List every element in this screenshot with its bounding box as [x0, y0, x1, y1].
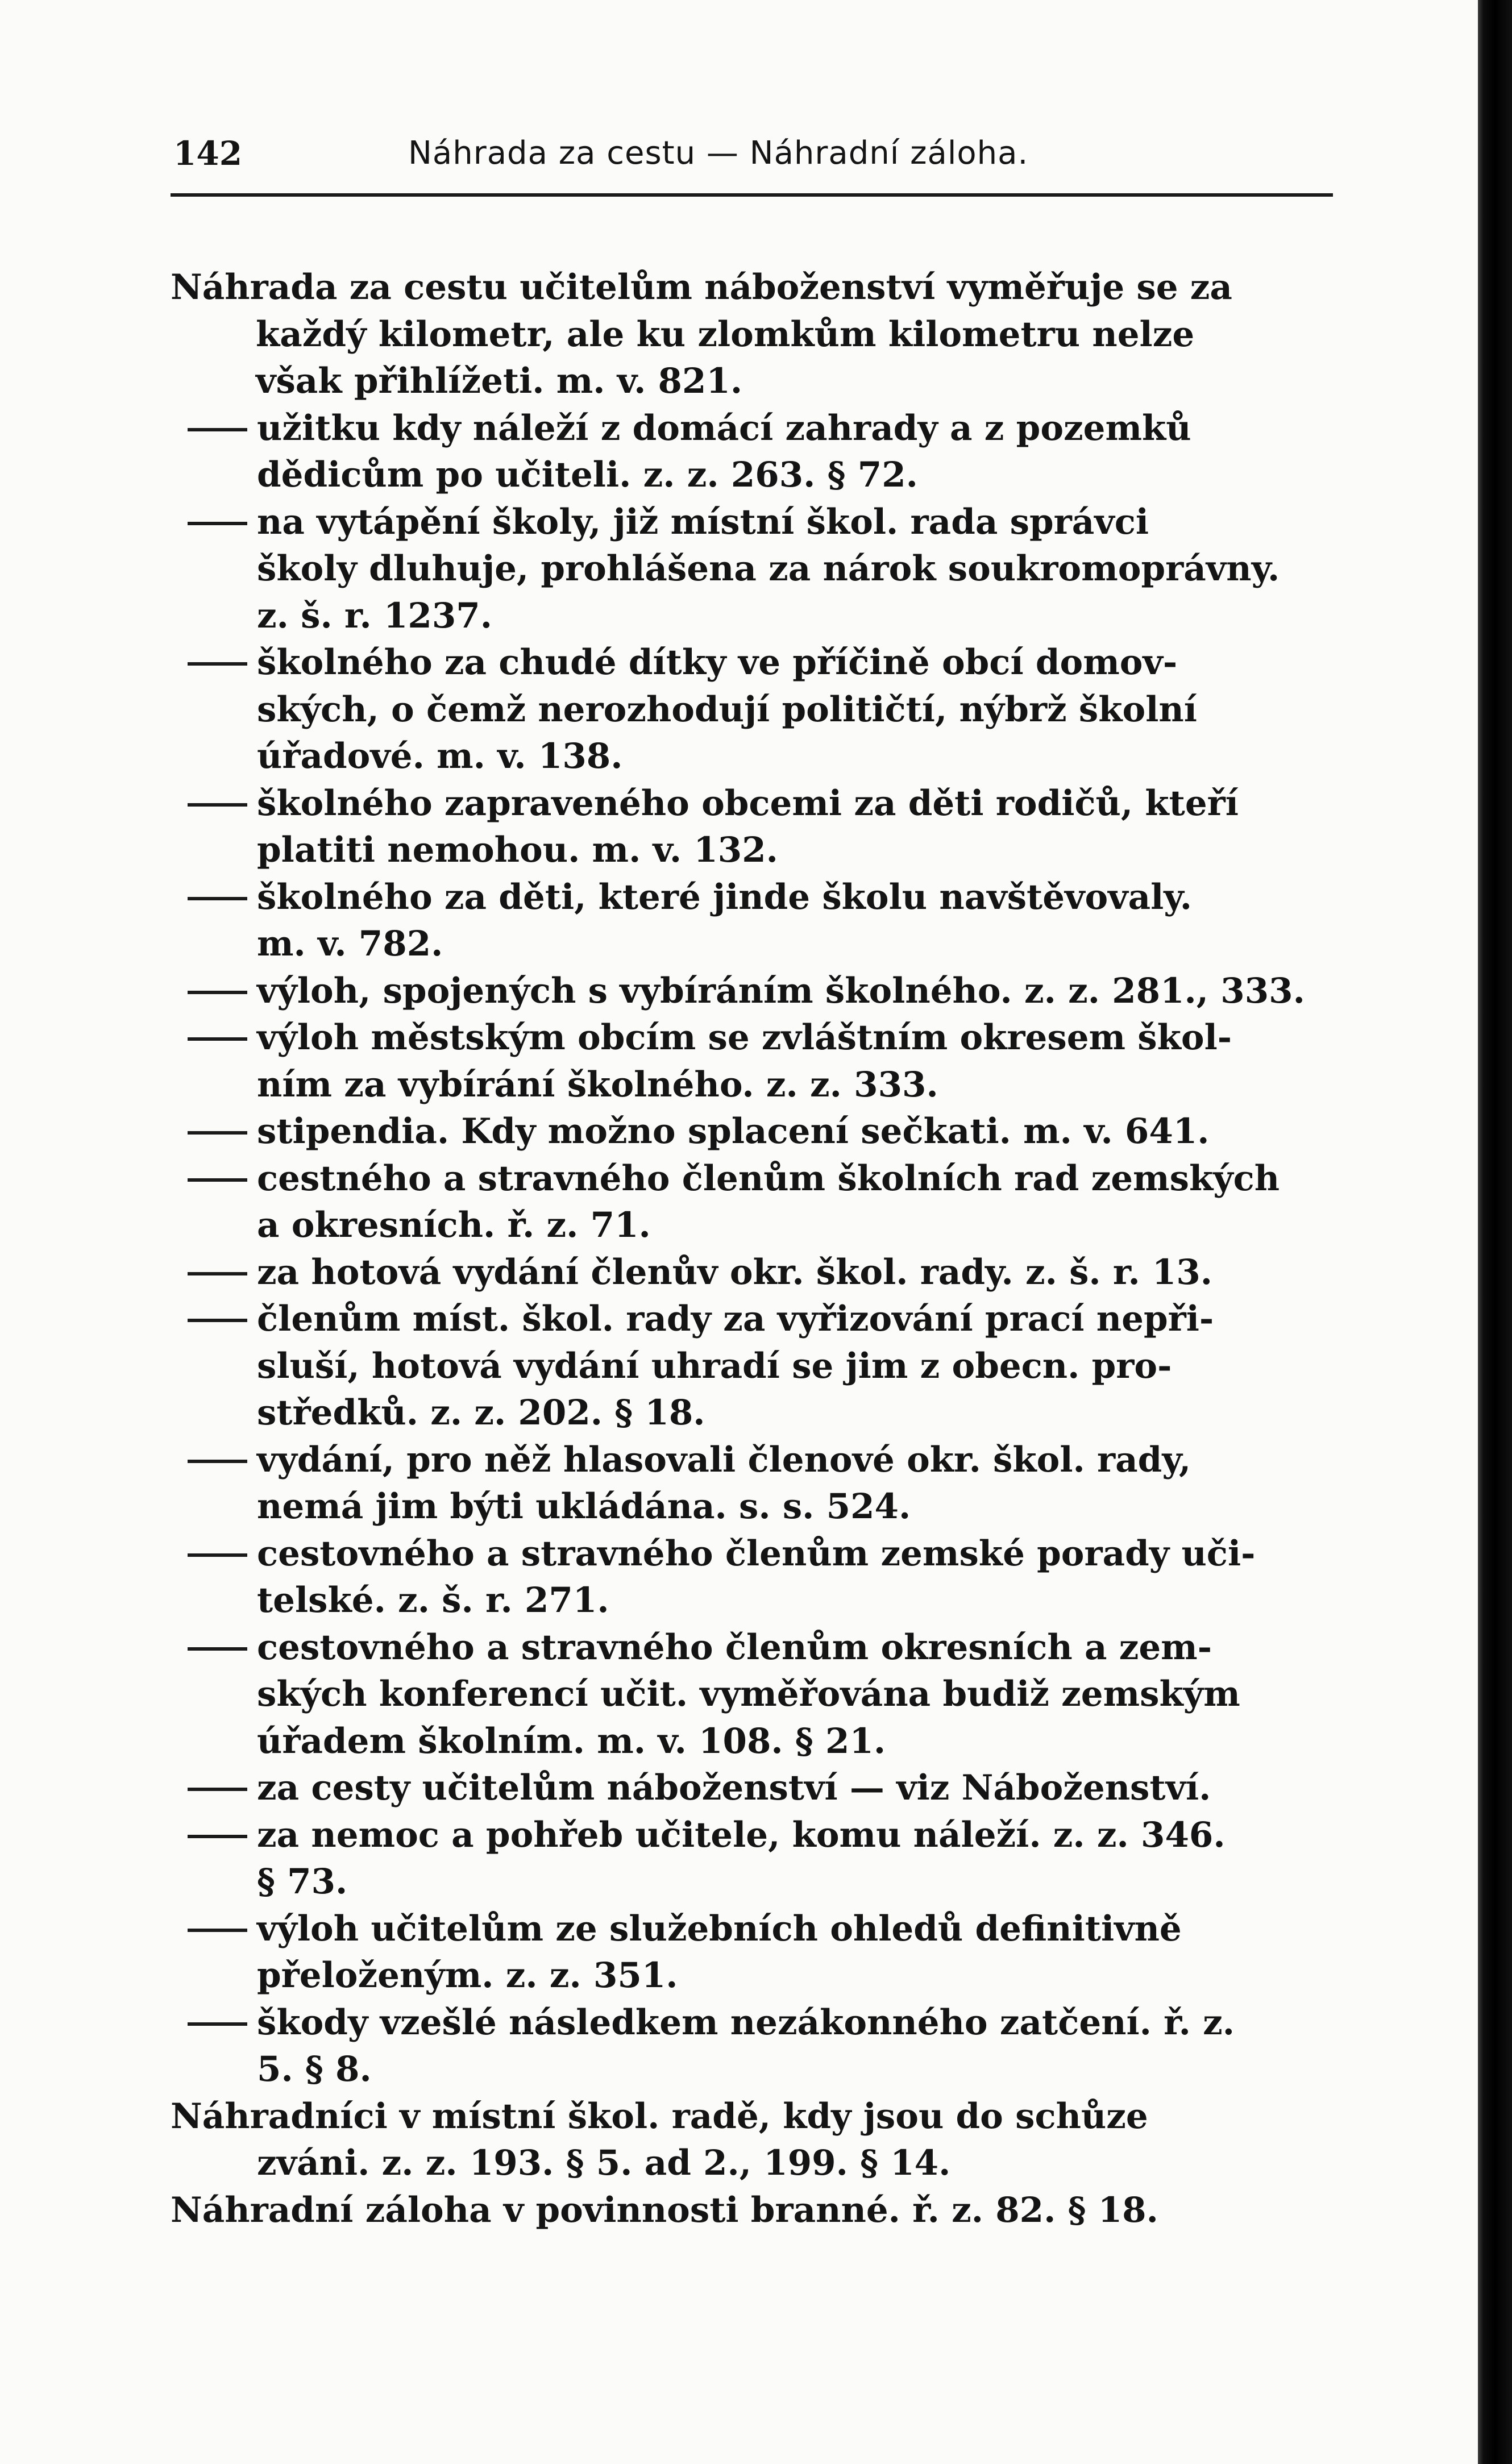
em-dash — [188, 1272, 247, 1275]
index-line: užitku kdy náleží z domácí zahrady a z pozemků — [257, 408, 1191, 448]
index-line: úřadem školním. m. v. 108. § 21. — [257, 1721, 886, 1761]
index-line: cestovného a stravného členům okresních a zem- — [257, 1627, 1212, 1668]
index-line: sluší, hotová vydání uhradí se jim z obecn. pro- — [257, 1346, 1172, 1386]
index-line: školného za děti, které jinde školu navštěvovaly. — [257, 877, 1192, 917]
index-line: výloh městským obcím se zvláštním okresem škol- — [257, 1017, 1232, 1058]
index-line: 5. § 8. — [257, 2049, 372, 2089]
index-line: zváni. z. z. 193. § 5. ad 2., 199. § 14. — [257, 2143, 951, 2183]
em-dash — [188, 803, 247, 807]
em-dash — [188, 662, 247, 666]
em-dash — [188, 1929, 247, 1932]
index-line: za hotová vydání členův okr. škol. rady. z. š. r. 13. — [257, 1252, 1213, 1293]
em-dash — [188, 428, 247, 431]
index-line: středků. z. z. 202. § 18. — [257, 1393, 705, 1433]
index-line: ním za vybírání školného. z. z. 333. — [257, 1065, 938, 1105]
index-line: školného zapraveného obcemi za děti rodičů, kteří — [257, 783, 1239, 824]
index-line: za nemoc a pohřeb učitele, komu náleží. z. z. 346. — [257, 1815, 1226, 1855]
index-line: z. š. r. 1237. — [257, 596, 492, 636]
index-line: cestovného a stravného členům zemské porady uči- — [257, 1534, 1256, 1574]
header-rule — [171, 193, 1333, 197]
index-line: škody vzešlé následkem nezákonného zatčení. ř. z. — [257, 2002, 1235, 2043]
index-line: dědicům po učiteli. z. z. 263. § 72. — [257, 455, 918, 495]
index-line: výloh, spojených s vybíráním školného. z. z. 281., 333. — [257, 971, 1305, 1011]
index-line: za cesty učitelům náboženství — viz Náboženství. — [257, 1768, 1211, 1808]
index-line: školného za chudé dítky ve příčině obcí domov- — [257, 642, 1178, 683]
index-line: ských, o čemž nerozhodují političtí, nýbrž školní — [257, 689, 1197, 730]
index-line: úřadové. m. v. 138. — [257, 736, 623, 776]
em-dash — [188, 1553, 247, 1557]
em-dash — [188, 991, 247, 994]
page-number: 142 — [173, 134, 243, 173]
index-line: Náhrada za cestu učitelům náboženství vyměřuje se za — [171, 267, 1232, 308]
index-line: však přihlížeti. m. v. 821. — [256, 361, 743, 401]
em-dash — [188, 1647, 247, 1651]
index-line: na vytápění školy, již místní škol. rada správci — [257, 502, 1149, 542]
index-line: každý kilometr, ale ku zlomkům kilometru nelze — [256, 314, 1195, 355]
index-line: Náhradní záloha v povinnosti branné. ř. z. 82. § 18. — [171, 2190, 1158, 2230]
em-dash — [188, 1178, 247, 1182]
running-title: Náhrada za cestu — Náhradní záloha. — [408, 135, 1029, 172]
index-line: stipendia. Kdy možno splacení sečkati. m. v. 641. — [257, 1111, 1210, 1152]
index-line: cestného a stravného členům školních rad zemských — [257, 1158, 1280, 1199]
index-line: m. v. 782. — [257, 924, 443, 964]
em-dash — [188, 1835, 247, 1838]
index-line: přeloženým. z. z. 351. — [257, 1955, 678, 1996]
scan-edge — [1478, 0, 1512, 2464]
em-dash — [188, 1037, 247, 1041]
index-line: telské. z. š. r. 271. — [257, 1580, 609, 1620]
em-dash — [188, 1131, 247, 1135]
index-line: nemá jim býti ukládána. s. s. 524. — [257, 1486, 911, 1527]
index-line: členům míst. škol. rady za vyřizování prací nepři- — [257, 1299, 1214, 1339]
em-dash — [188, 2022, 247, 2026]
index-line: § 73. — [257, 1861, 348, 1902]
em-dash — [188, 522, 247, 525]
em-dash — [188, 1319, 247, 1322]
index-line: platiti nemohou. m. v. 132. — [257, 830, 778, 870]
em-dash — [188, 1788, 247, 1791]
index-line: a okresních. ř. z. 71. — [257, 1205, 651, 1245]
em-dash — [188, 897, 247, 900]
index-line: Náhradníci v místní škol. radě, kdy jsou do schůze — [171, 2096, 1148, 2137]
index-line: vydání, pro něž hlasovali členové okr. škol. rady, — [257, 1440, 1191, 1480]
index-line: výloh učitelům ze služebních ohledů definitivně — [257, 1909, 1182, 1949]
index-line: ských konferencí učit. vyměřována budiž zemským — [257, 1674, 1240, 1714]
index-line: školy dluhuje, prohlášena za nárok soukromoprávny. — [257, 549, 1280, 589]
em-dash — [188, 1460, 247, 1463]
